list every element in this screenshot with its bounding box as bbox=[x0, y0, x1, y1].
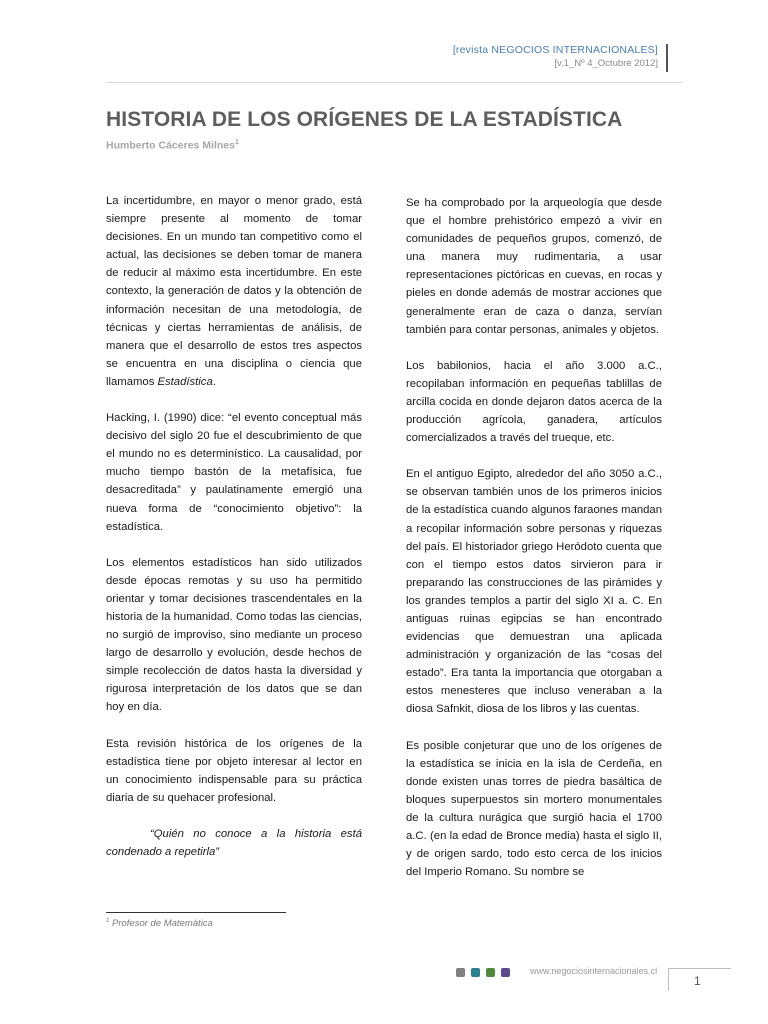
quote: “Quién no conoce a la historia está condenado a repetirla” bbox=[106, 827, 362, 858]
author-name: Humberto Cáceres Milnes bbox=[106, 139, 235, 152]
website-link[interactable]: www.negociosinternacionales.cl bbox=[530, 966, 658, 976]
paragraph-end: . bbox=[212, 375, 216, 388]
footnote-text: Profesor de Matemática bbox=[111, 918, 213, 930]
left-column bbox=[106, 192, 362, 879]
paragraph: Es posible conjeturar que uno de los orígenes de la estadística se inicia en la isla de Cerdeña, en donde existen unas torres de piedra basáltica de bloques superpuestos sin mortero monumentales de la cultura nurágica que surgió hacia el 1700 a.C. (en la edad de Bronce media) hasta el siglo II, y de origen sardo, todo esto cerca de los inicios del Imperio Romano. Su nombre se bbox=[406, 739, 662, 879]
paragraph: Hacking, I. (1990) dice: “el evento conceptual más decisivo del siglo 20 fue el descubrimiento de que el mundo no es determinístico. La causalidad, por mucho tiempo bastón de la metafísica, fue desacreditada” y paulatinamente emergió una nueva forma de “conocimiento objetivo”: la estadística. bbox=[106, 412, 362, 533]
paragraph: Los babilonios, hacia el año 3.000 a.C., recopilaban información en pequeñas tablillas de arcilla cocida en donde dejaron datos acerca de la producción agrícola, ganadera, artículos comercializados a través del trueque, etc. bbox=[406, 359, 662, 445]
footer-square-green bbox=[486, 968, 495, 977]
article-title: HISTORIA DE LOS ORÍGENES DE LA ESTADÍSTICA bbox=[106, 108, 623, 131]
right-column bbox=[406, 194, 662, 899]
header-vertical-bar bbox=[666, 44, 668, 72]
paragraph: Esta revisión histórica de los orígenes de la estadística tiene por objeto interesar al lector en un conocimiento indispensable para su práctica diaria de su quehacer profesional. bbox=[106, 737, 362, 804]
paragraph: Se ha comprobado por la arqueología que desde que el hombre prehistórico empezó a vivir en comunidades de pequeños grupos, comenzó, de una manera muy rudimentaria, a usar representaciones pictóricas en cuevas, en rocas y pieles en donde además de mostrar acciones que generalmente eran de caza o danza, servían también para contar personas, animales y objetos. bbox=[406, 197, 662, 336]
article-author bbox=[106, 139, 239, 152]
page-number: 1 bbox=[694, 974, 701, 988]
author-footnote-mark: 1 bbox=[234, 139, 239, 146]
paragraph-text: La incertidumbre, en mayor o menor grado, está siempre presente al momento de tomar decisiones. En un mundo tan competitivo como el actual, las decisiones se deben tomar de manera de reducir al máximo esta incertidumbre. En este contexto, la generación de datos y la obtención de información necesitan de una metodología, de técnicas y ciertas herramientas de análisis, de manera que el desarrollo de estos tres aspectos se encuentra en una disciplina o ciencia que llamamos bbox=[106, 195, 362, 388]
footnote bbox=[106, 918, 213, 929]
journal-issue: [v.1_Nº 4_Octubre 2012] bbox=[554, 58, 658, 69]
paragraph bbox=[106, 192, 362, 391]
journal-name: [revista NEGOCIOS INTERNACIONALES] bbox=[452, 44, 658, 56]
footnote-mark: 1 bbox=[106, 918, 110, 924]
header-divider bbox=[106, 82, 682, 83]
footnote-divider bbox=[106, 912, 286, 913]
footer-square-purple bbox=[501, 968, 510, 977]
paragraph: En el antiguo Egipto, alrededor del año 3050 a.C., se observan también unos de los primeros inicios de la estadística cuando algunos faraones mandan a recopilar información sobre personas y riquezas del país. El historiador griego Heródoto cuenta que con el tiempo estos datos sirvieron para ir preparando las construcciones de las pirámides y los grandes templos a partir del siglo XI a. C. En antiguas ruinas egipcias se han encontrado evidencias que demuestran una aplicada administración y organización de las “cosas del estado”. Era tanta la importancia que otorgaban a estos menesteres que incluso veneraban a la diosa Safnkit, diosa de los libros y las cuentas. bbox=[406, 468, 662, 716]
emphasis-term: Estadística bbox=[157, 375, 213, 388]
paragraph: Los elementos estadísticos han sido utilizados desde épocas remotas y su uso ha permitido orientar y tomar decisiones trascendentales en la historia de la humanidad. Como todas las ciencias, no surgió de improviso, sino mediante un proceso largo de desarrollo y evolución, desde hechos de simple recolección de datos hasta la diversidad y rigurosa interpretación de los datos que se dan hoy en día. bbox=[106, 556, 362, 714]
journal-header bbox=[453, 43, 658, 71]
footer-square-teal bbox=[471, 968, 480, 977]
footer-color-squares bbox=[456, 968, 510, 977]
footer-square-gray bbox=[456, 968, 465, 977]
